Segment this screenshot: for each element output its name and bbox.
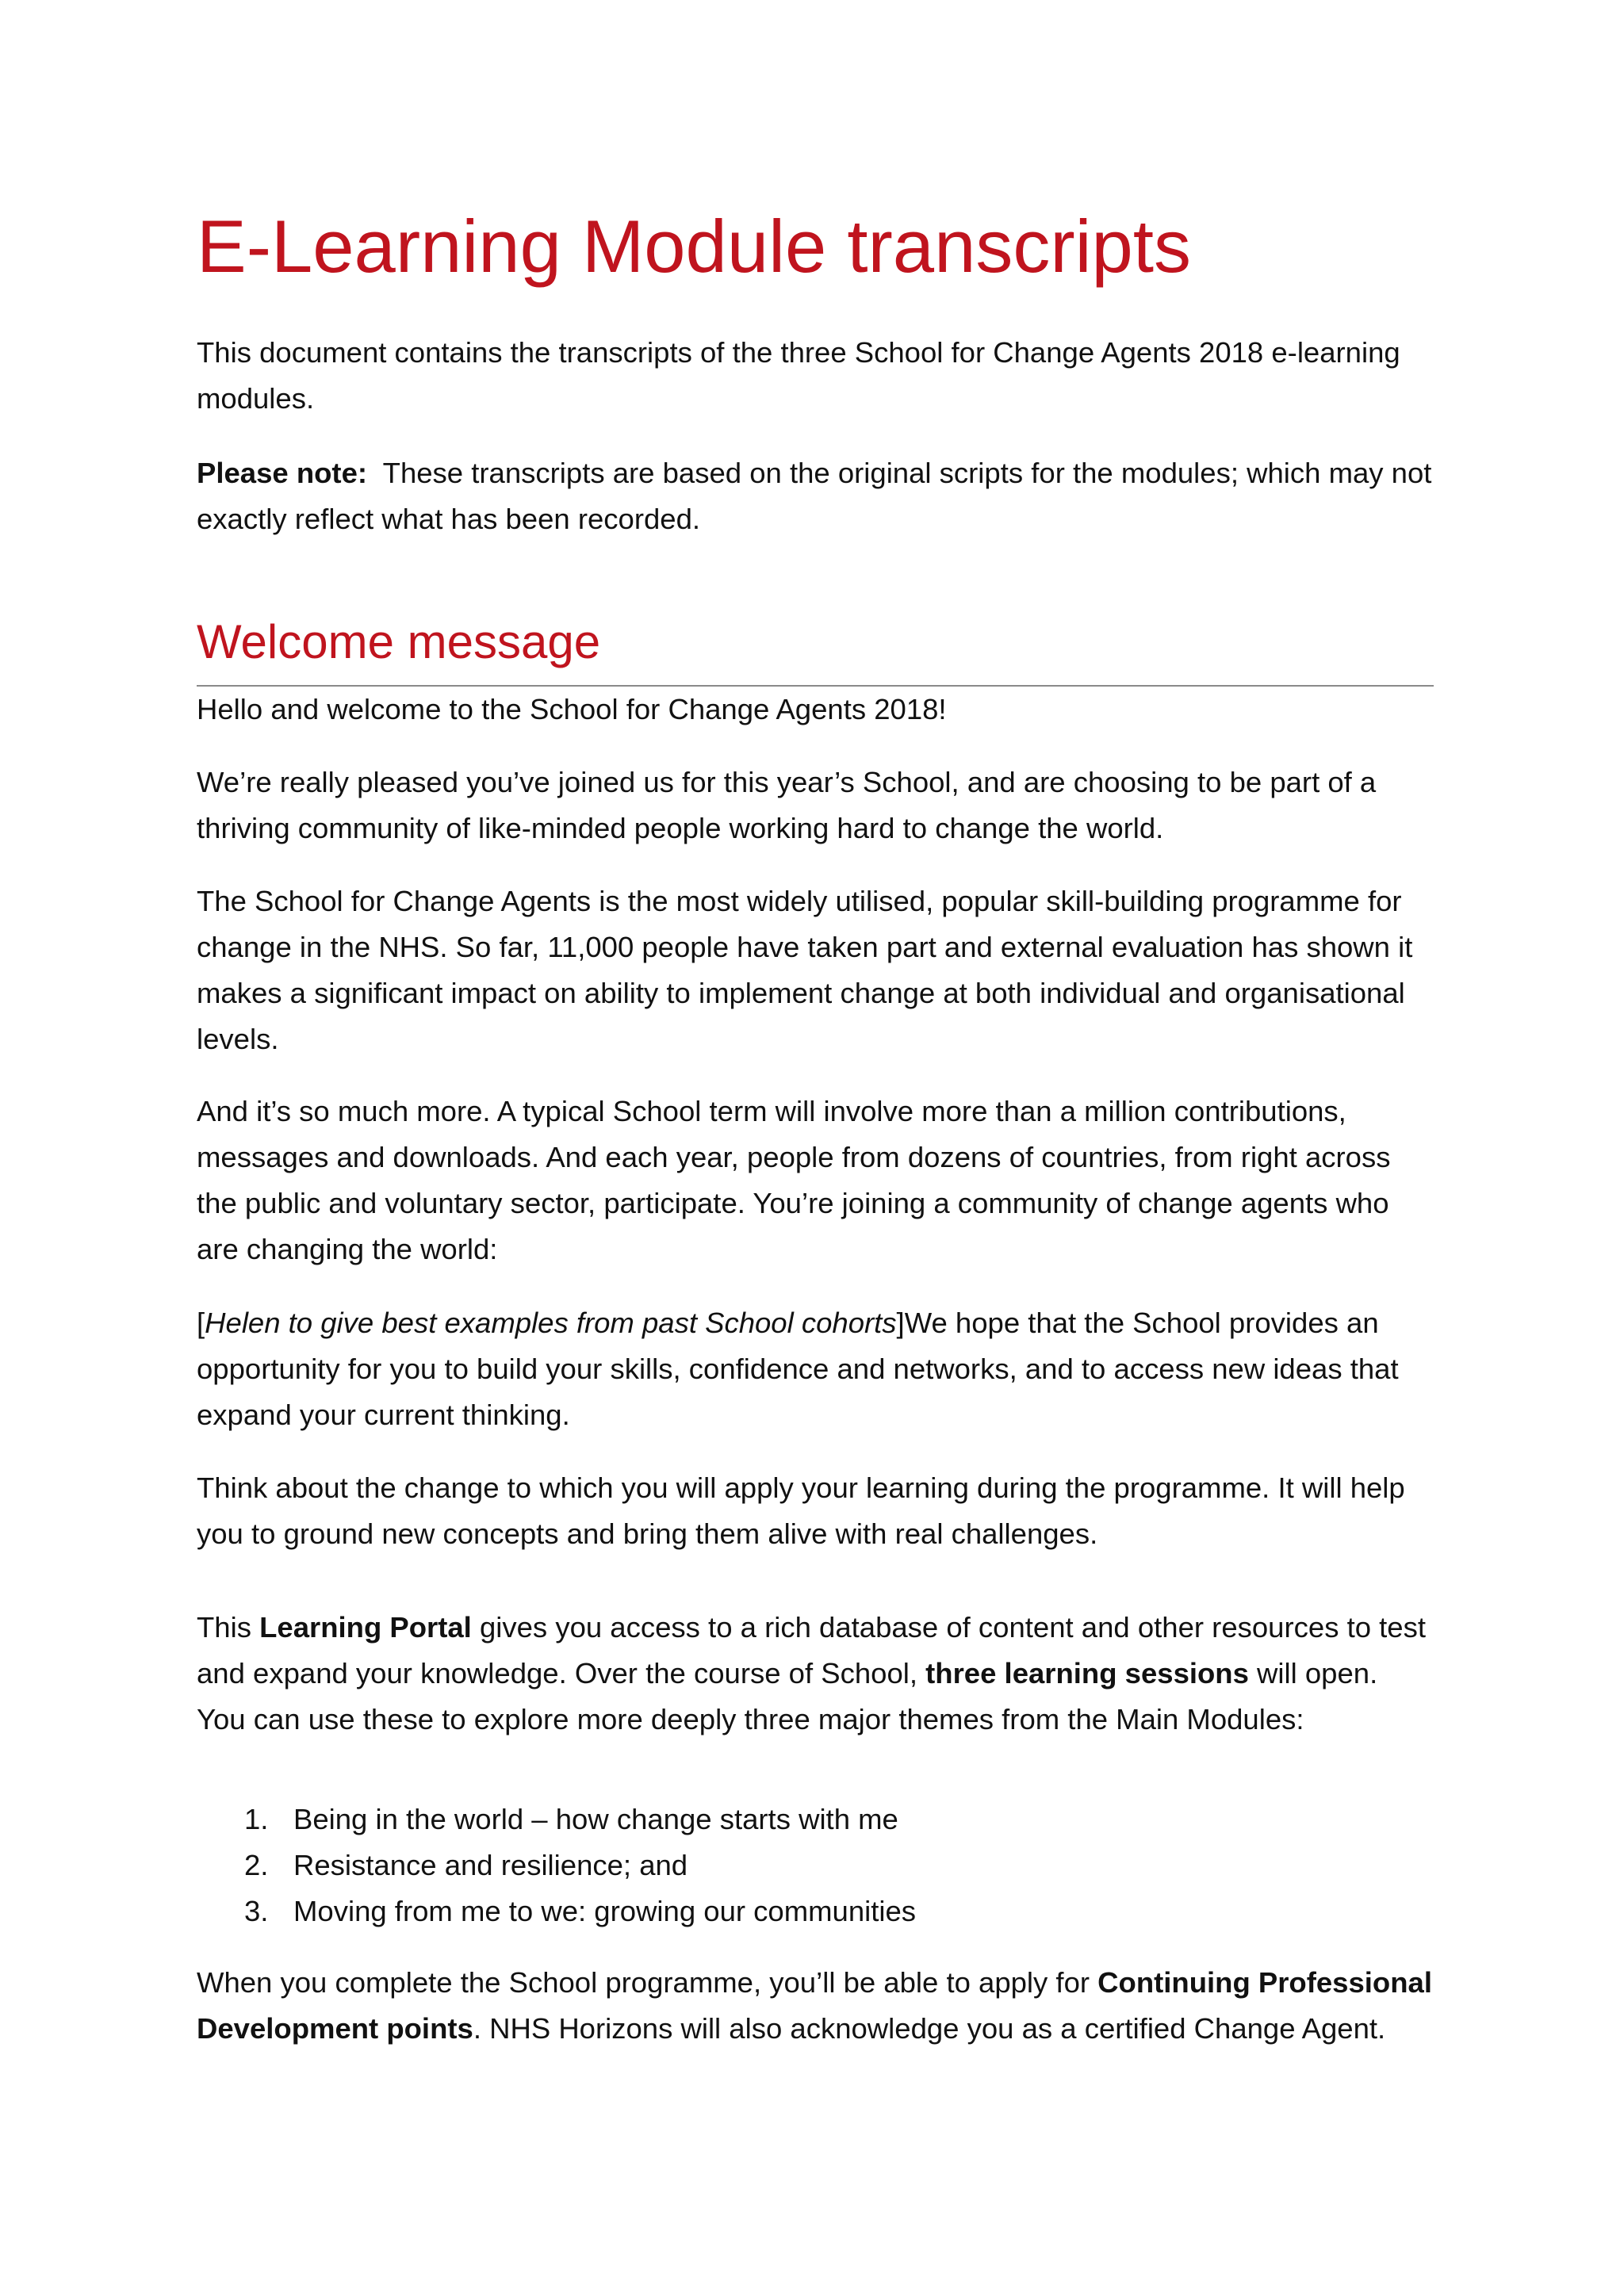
list-text: Moving from me to we: growing our communities	[293, 1895, 917, 1927]
document-title: E-Learning Module transcripts	[197, 205, 1191, 288]
more-paragraph: And it’s so much more. A typical School term will involve more than a million contributions, messages and downloads. And each year, people from dozens of countries, from right across the public and voluntary sector, participate. You’re joining a community of change agents who are changing the world:	[197, 1095, 1391, 1265]
think-paragraph: Think about the change to which you will apply your learning during the programme. It will help you to ground new concepts and bring them alive with real challenges.	[197, 1471, 1405, 1550]
portal-text-3: will open. You can use these to explore more deeply three major themes from the Main Modules:	[197, 1657, 1378, 1735]
portal-text-1: This	[197, 1611, 260, 1644]
note-text: These transcripts are based on the original scripts for the modules; which may not exactly reflect what has been recorded.	[197, 457, 1432, 535]
helen-paragraph	[197, 1300, 1434, 1438]
bracket-open: [	[197, 1307, 205, 1339]
pleased-paragraph: We’re really pleased you’ve joined us for this year’s School, and are choosing to be part of a thriving community of like-minded people working hard to change the world.	[197, 766, 1377, 844]
hello-paragraph: Hello and welcome to the School for Change Agents 2018!	[197, 693, 947, 725]
list-text: Being in the world – how change starts with me	[293, 1803, 898, 1835]
portal-paragraph	[197, 1605, 1434, 1743]
note-label: Please note:	[197, 457, 368, 489]
list-item	[244, 1888, 916, 1934]
list-text: Resistance and resilience; and	[293, 1849, 688, 1881]
themes-list	[244, 1797, 916, 1934]
portal-text-2: gives you access to a rich database of content and other resources to test and expand your knowledge. Over the course of School,	[197, 1611, 1426, 1689]
editor-note: Helen to give best examples from past School cohorts	[205, 1307, 897, 1339]
intro-paragraph: This document contains the transcripts of the three School for Change Agents 2018 e-learning modules.	[197, 336, 1400, 415]
learning-portal-term: Learning Portal	[259, 1611, 472, 1644]
bracket-close: ]	[896, 1307, 905, 1339]
complete-text-1: When you complete the School programme, you’ll be able to apply for	[197, 1966, 1098, 1999]
list-item	[244, 1843, 916, 1888]
cpd-points-term: Continuing Professional Development points	[197, 1966, 1432, 2045]
list-number: 2.	[244, 1849, 269, 1881]
learning-sessions-term: three learning sessions	[925, 1657, 1249, 1689]
list-number: 3.	[244, 1895, 269, 1927]
list-item	[244, 1797, 916, 1843]
note-paragraph	[197, 450, 1434, 542]
section-heading-welcome: Welcome message	[197, 615, 601, 668]
helen-text: We hope that the School provides an opportunity for you to build your skills, confidence and networks, and to access new ideas that expand your current thinking.	[197, 1307, 1399, 1431]
complete-paragraph	[197, 1960, 1434, 2052]
school-paragraph: The School for Change Agents is the most widely utilised, popular skill-building programme for change in the NHS. So far, 11,000 people have taken part and external evaluation has shown it makes a significant impact on ability to implement change at both individual and organisational levels.	[197, 885, 1413, 1055]
list-number: 1.	[244, 1803, 269, 1835]
complete-text-2: . NHS Horizons will also acknowledge you as a certified Change Agent.	[473, 2012, 1386, 2045]
